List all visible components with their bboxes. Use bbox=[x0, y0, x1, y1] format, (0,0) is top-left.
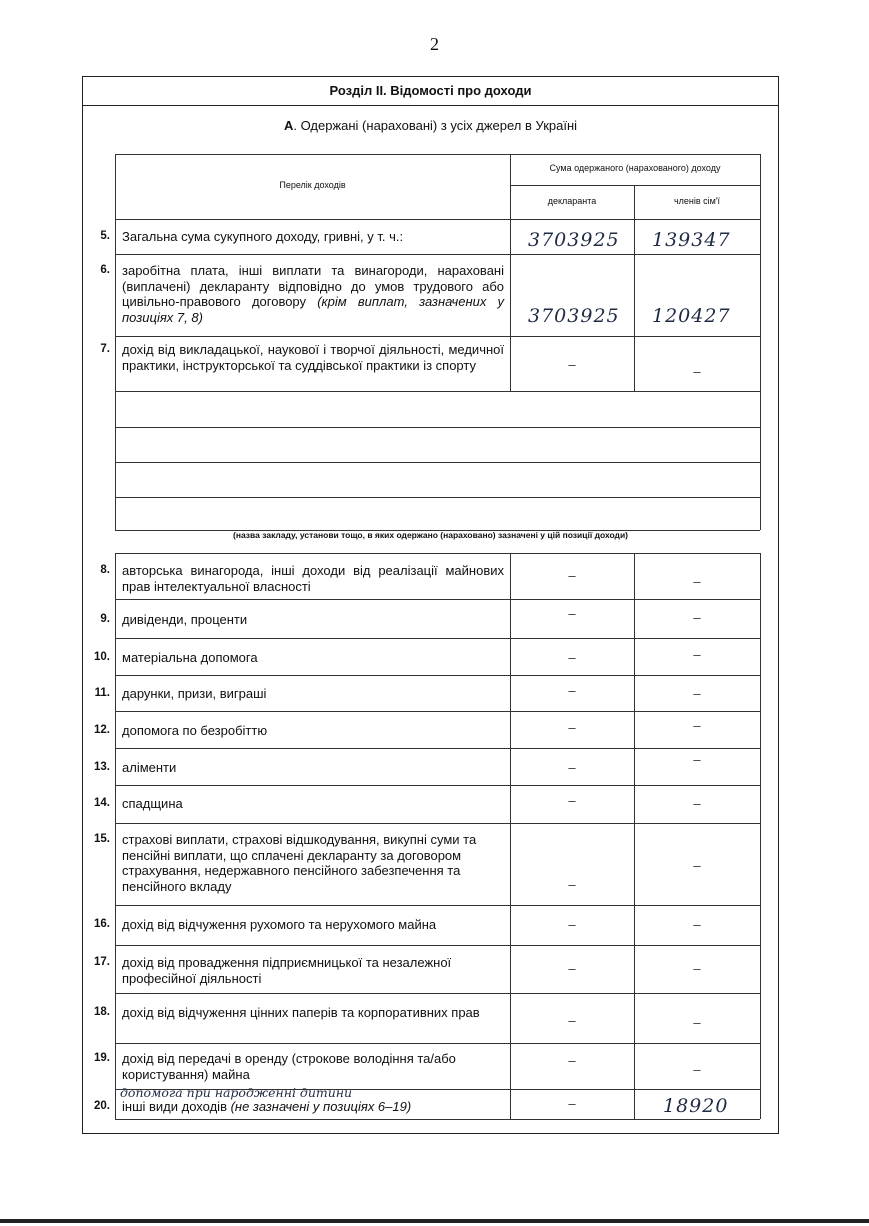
row-number: 15. bbox=[94, 833, 110, 845]
row-label: дохід від провадження підприємницької та незалежної професійної діяльності bbox=[122, 955, 452, 986]
family-amount: – bbox=[693, 858, 701, 873]
family-amount: – bbox=[693, 686, 701, 701]
row-label: дохід від передачі в оренду (строкове володіння та/або користування) майна bbox=[122, 1051, 456, 1082]
row-number: 13. bbox=[94, 761, 110, 773]
row-number: 12. bbox=[94, 724, 110, 736]
row-number: 10. bbox=[94, 651, 110, 663]
handwritten-note: допомога при народженні дитини bbox=[120, 1085, 353, 1100]
family-amount: 120427 bbox=[652, 305, 731, 327]
row-label: дохід від відчуження цінних паперів та корпоративних прав bbox=[122, 1005, 480, 1020]
declarant-amount: – bbox=[568, 1053, 576, 1068]
row-number: 11. bbox=[94, 687, 110, 699]
declarant-amount: – bbox=[568, 720, 576, 735]
family-amount: – bbox=[693, 796, 701, 811]
family-amount: – bbox=[693, 647, 701, 662]
row-number: 20. bbox=[94, 1100, 110, 1112]
family-amount: – bbox=[693, 718, 701, 733]
header-declarant-label: декларанта bbox=[547, 196, 597, 206]
row-label: аліменти bbox=[122, 760, 177, 775]
declarant-amount: – bbox=[568, 650, 576, 665]
row-label: дивіденди, проценти bbox=[122, 612, 248, 627]
row-label: страхові виплати, страхові відшкодування, викупні суми та пенсійні виплати, що сплачені декларанту за договором страхування, недержавного пенсійного забезпечення та пенсійного вкладу bbox=[122, 832, 477, 894]
family-amount: – bbox=[693, 574, 701, 589]
family-amount: 18920 bbox=[663, 1095, 729, 1117]
row-number: 9. bbox=[100, 613, 110, 625]
row-number: 14. bbox=[94, 797, 110, 809]
family-amount: 139347 bbox=[652, 229, 731, 251]
declarant-amount: – bbox=[568, 877, 576, 892]
section-title: Розділ II. Відомості про доходи bbox=[82, 76, 779, 106]
declarant-amount: – bbox=[568, 357, 576, 372]
family-amount: – bbox=[693, 1062, 701, 1077]
row-label: спадщина bbox=[122, 796, 183, 811]
family-amount: – bbox=[693, 917, 701, 932]
declarant-amount: – bbox=[568, 1013, 576, 1028]
row-number: 7. bbox=[100, 343, 110, 355]
subsection-title bbox=[82, 118, 779, 133]
declarant-amount: 3703925 bbox=[528, 305, 620, 327]
header-amount-label: Сума одержаного (нарахованого) доходу bbox=[549, 163, 721, 173]
declarant-amount: – bbox=[568, 1096, 576, 1111]
row-number: 8. bbox=[100, 564, 110, 576]
declarant-amount: 3703925 bbox=[528, 229, 620, 251]
family-amount: – bbox=[693, 752, 701, 767]
row-label: авторська винагорода, інші доходи від реалізації майнових прав інтелектуальної власності bbox=[122, 563, 504, 594]
row-label-note: (крім виплат, зазначених у позиціях 7, 8) bbox=[122, 294, 505, 325]
row-number: 5. bbox=[100, 230, 110, 242]
row-number: 18. bbox=[94, 1006, 110, 1018]
declarant-amount: – bbox=[568, 793, 576, 808]
header-family-label: членів сім'ї bbox=[673, 196, 721, 206]
row-label: матеріальна допомога bbox=[122, 650, 258, 665]
declarant-amount: – bbox=[568, 568, 576, 583]
institution-caption: (назва закладу, установи тощо, в яких одержано (нараховано) зазначені у цій позиції доходи) bbox=[233, 530, 628, 540]
row-number: 19. bbox=[94, 1052, 110, 1064]
declarant-amount: – bbox=[568, 760, 576, 775]
subsection-letter: А bbox=[283, 118, 294, 133]
page-number: 2 bbox=[430, 34, 439, 54]
page-edge bbox=[0, 1219, 869, 1223]
row-number: 16. bbox=[94, 918, 110, 930]
row-label-note: (не зазначені у позиціях 6–19) bbox=[226, 1099, 412, 1114]
declarant-amount: – bbox=[568, 917, 576, 932]
row-number: 6. bbox=[100, 264, 110, 276]
declarant-amount: – bbox=[568, 683, 576, 698]
row-label: дохід від відчуження рухомого та нерухомого майна bbox=[122, 917, 437, 932]
row-label-text: інші види доходів bbox=[122, 1099, 227, 1114]
family-amount: – bbox=[693, 961, 701, 976]
row-label: Загальна сума сукупного доходу, гривні, у т. ч.: bbox=[122, 229, 404, 244]
row-label: дохід від викладацької, наукової і творчої діяльності, медичної практики, інструкторської та суддівської практики із спорту bbox=[122, 342, 504, 373]
header-list-label: Перелік доходів bbox=[279, 180, 346, 190]
family-amount: – bbox=[693, 1015, 701, 1030]
row-label: допомога по безробіттю bbox=[122, 723, 268, 738]
declarant-amount: – bbox=[568, 961, 576, 976]
row-label bbox=[122, 1099, 504, 1115]
row-label-text: заробітна плата, інші виплати та винагороди, нараховані (виплачені) декларанту відповідно до умов трудового або цивільно-правового договору bbox=[122, 263, 504, 309]
row-label: дарунки, призи, виграші bbox=[122, 686, 267, 701]
subsection-text: . Одержані (нараховані) з усіх джерел в Україні bbox=[293, 118, 578, 133]
family-amount: – bbox=[693, 364, 701, 379]
row-number: 17. bbox=[94, 956, 110, 968]
family-amount: – bbox=[693, 610, 701, 625]
row-label bbox=[122, 263, 504, 325]
declarant-amount: – bbox=[568, 606, 576, 621]
